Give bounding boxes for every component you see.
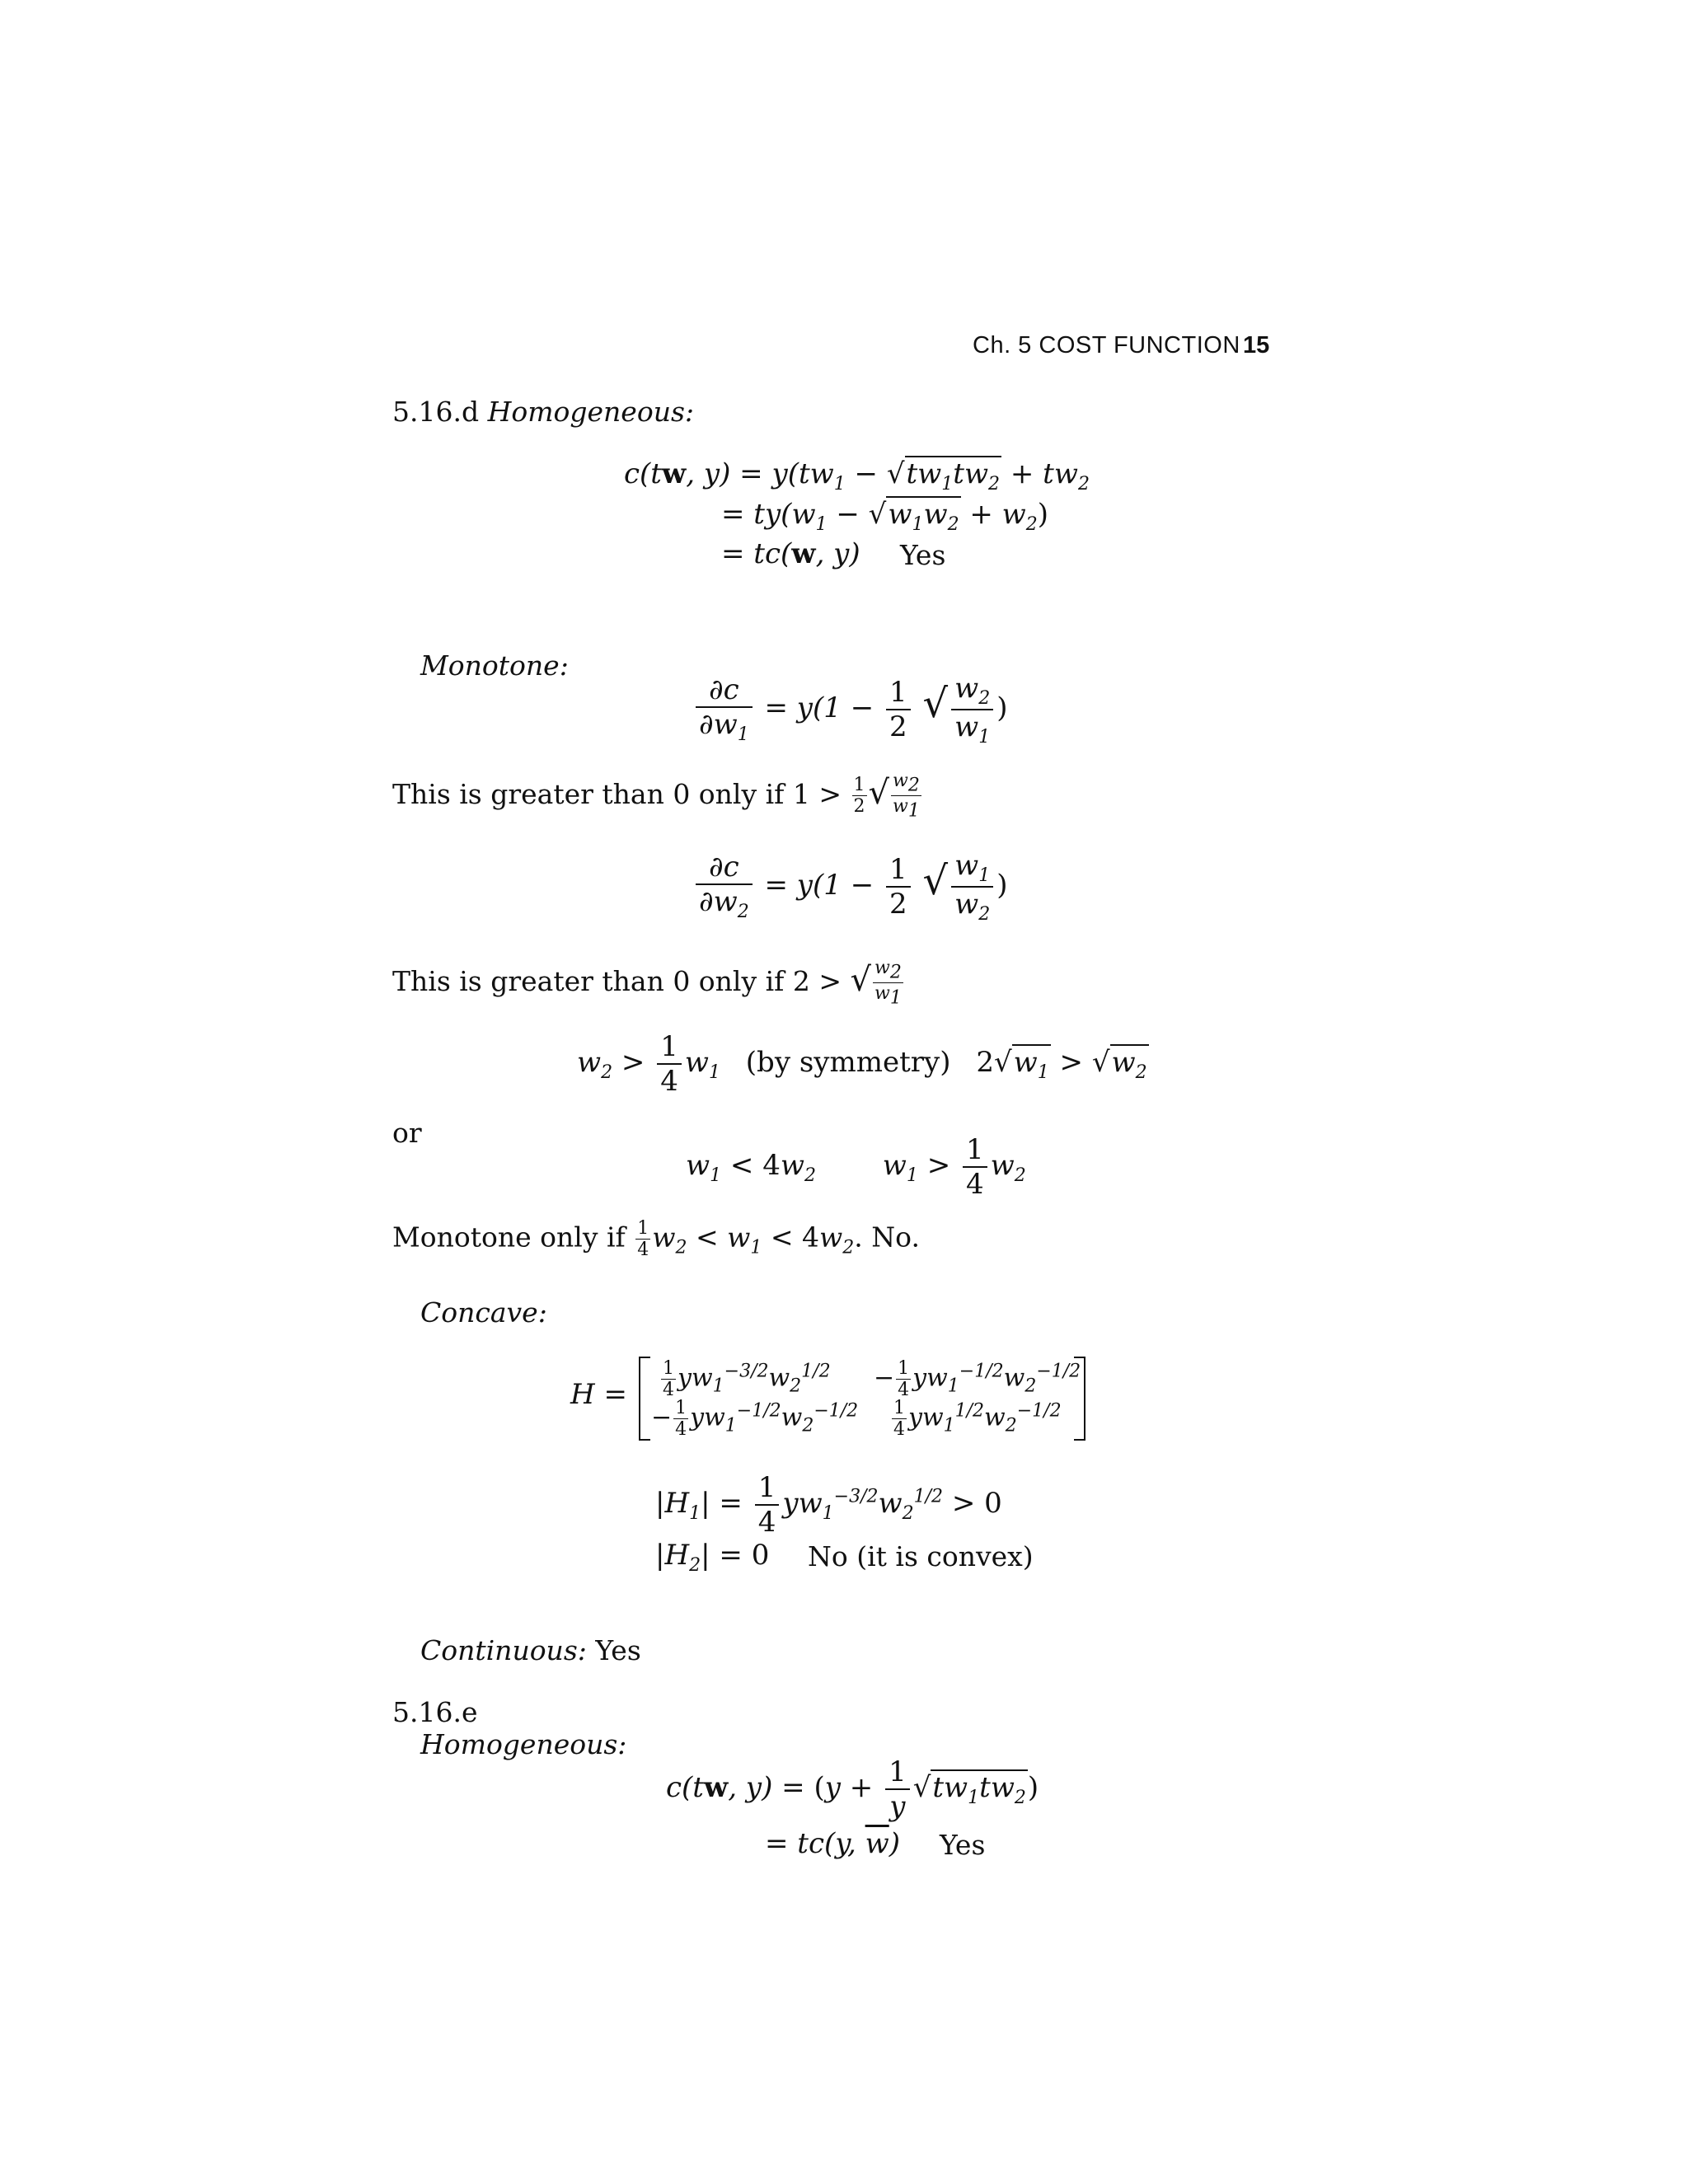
or-text: or <box>392 1117 422 1149</box>
homogeneity-equation-line-3: = tc(w, y) <box>721 537 860 570</box>
running-head: Ch. 5 COST FUNCTION <box>973 332 1240 359</box>
section-heading-5-16-d <box>392 396 694 428</box>
section-number: 5.16.d <box>392 396 480 428</box>
condition-text-2: This is greater than 0 only if 2 > <box>392 964 842 997</box>
continuous-line <box>420 1634 641 1666</box>
concave-label: Concave: <box>420 1296 547 1329</box>
homogeneous-label-e: Homogeneous: <box>420 1728 627 1760</box>
homogeneity-e-result: Yes <box>940 1829 986 1861</box>
matrix-left-bracket <box>639 1357 650 1441</box>
condition-line-1: This is greater than 0 only if 1 > $\frac{1}{2}$ √ $\frac{w_2}{w_1}$ <box>392 771 920 822</box>
leading-minor-h2: $|H_2| = 0$ <box>655 1539 770 1576</box>
homogeneity-result: Yes <box>900 539 946 571</box>
hessian-entry-11: $\frac{1}{4}$ $yw_1^{-3/2}w_2^{1/2}$ <box>663 1358 831 1400</box>
partial-derivative-w1: $\frac{\partial c}{\partial w_1}$ = y(1 − $\frac{1}{2}$ √ $\frac{w_2}{w_1}$ ) <box>692 672 1007 748</box>
homogeneity-e-line-2: = tc(y, $\overline{w}$) <box>765 1827 900 1860</box>
by-symmetry-text: (by symmetry) <box>745 1046 951 1079</box>
section-heading-5-16-e: 5.16.e <box>392 1696 478 1728</box>
monotone-only-text: Monotone only if <box>392 1221 626 1254</box>
hessian-entry-22: $\frac{1}{4}$ $yw_1^{1/2}w_2^{-1/2}$ <box>893 1398 1062 1440</box>
condition-line-2: This is greater than 0 only if 2 > √ $\frac{w_2}{w_1}$ <box>392 958 902 1009</box>
homogeneity-e-line-1: c(tw, y) = (y + $\frac{1}{y}$ $√tw_1tw_2$) <box>666 1755 1039 1823</box>
monotone-label: Monotone: <box>420 649 569 682</box>
leading-minor-h1: $|H_1|$ = $\frac{1}{4}$ $yw_1^{-3/2}w_2^{1/2} > 0$ <box>655 1471 1002 1539</box>
inequality-symmetry-line: $w_2$ > $\frac{1}{4}$ $w_1$ (by symmetry) $2√w_1 > √w_2$ <box>577 1030 1147 1098</box>
homogeneity-equation-line-1: c(tw, $y) = y(tw_1 - √tw_1tw_2 + tw_2$ <box>624 457 1090 494</box>
monotone-result: No. <box>871 1221 920 1254</box>
concave-result: No (it is convex) <box>808 1540 1034 1572</box>
condition-text-1: This is greater than 0 only if 1 > <box>392 777 842 810</box>
hessian-entry-12: − $\frac{1}{4}$ $yw_1^{-1/2}w_2^{-1/2}$ <box>874 1358 1081 1400</box>
continuous-result: Yes <box>595 1634 641 1666</box>
homogeneity-equation-line-2: = $ty(w_1 - √w_1w_2 + w_2)$ <box>721 498 1049 535</box>
homogeneous-label: Homogeneous: <box>487 396 695 428</box>
page-number: 15 <box>1243 332 1270 359</box>
inequality-pair-line: $w_1 < 4w_2$ $w_1$ > $\frac{1}{4}$ $w_2$ <box>686 1133 1026 1201</box>
monotone-conclusion-line: Monotone only if $\frac{1}{4}$ $w_2 < w_1 < 4w_2$. No. <box>392 1218 920 1260</box>
partial-derivative-w2: $\frac{\partial c}{\partial w_2}$ = y(1 − $\frac{1}{2}$ √ $\frac{w_1}{w_2}$ ) <box>692 849 1007 925</box>
hessian-symbol: H = <box>570 1378 627 1411</box>
hessian-entry-21: − $\frac{1}{4}$ $yw_1^{-1/2}w_2^{-1/2}$ <box>651 1398 859 1440</box>
continuous-label: Continuous: <box>420 1634 587 1666</box>
